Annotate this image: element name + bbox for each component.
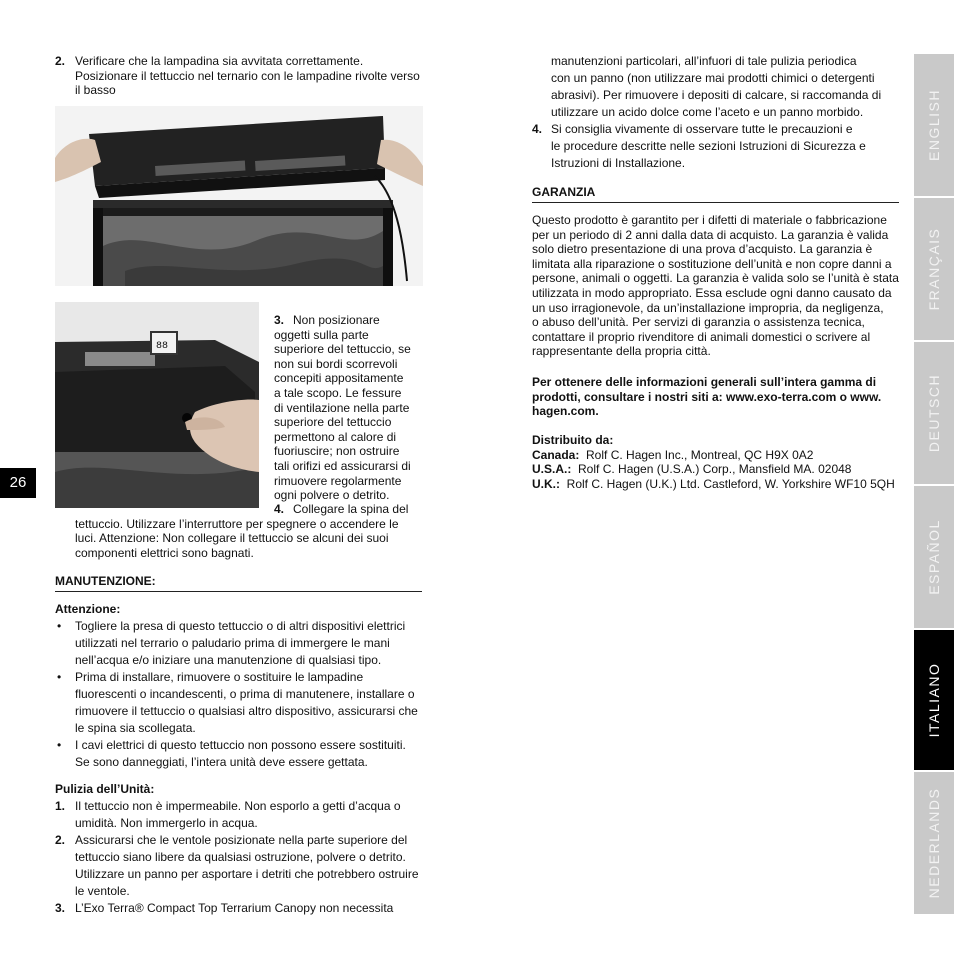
step-number: 4. (532, 122, 543, 136)
distributor-address: Rolf C. Hagen (U.S.A.) Corp., Mansfield MA. 02048 (578, 462, 852, 477)
list-item: Il tettuccio non è impermeabile. Non esporlo a getti d’acqua o (75, 799, 401, 813)
bullet: • (57, 619, 62, 633)
step-text: fuoriuscire; non ostruire (274, 444, 400, 459)
distributor-usa (532, 462, 851, 477)
list-item: le ventole. (75, 884, 130, 898)
list-item: Si consiglia vivamente di osservare tutte le precauzioni e (551, 122, 853, 136)
paragraph-line: contattare il proprio rivenditore di animali domestici o scrivere al (532, 329, 871, 344)
bullet: • (57, 670, 62, 684)
list-item: le spina sia scollegata. (75, 721, 196, 735)
step-text: Collegare la spina del (293, 502, 409, 516)
list-item: umidità. Non immergerlo in acqua. (75, 816, 258, 830)
maintenance-heading: MANUTENZIONE: (55, 574, 156, 588)
warranty-heading: GARANZIA (532, 185, 596, 199)
distributor-address: Rolf C. Hagen Inc., Montreal, QC H9X 0A2 (586, 447, 814, 462)
list-item: utilizzati nel terrario o paludario prima di immergere le mani (75, 636, 390, 650)
canopy-switch-photo (55, 302, 259, 508)
tab-espanol[interactable] (914, 486, 954, 628)
step-text: Non posizionare (293, 313, 380, 327)
paragraph-line: per un periodo di 2 anni dalla data di acquisto. La garanzia è valida (532, 227, 889, 242)
step-text: oggetti sulla parte (274, 327, 369, 342)
list-item: nell’acqua e/o iniziare una manutenzione di qualsiasi tipo. (75, 653, 382, 667)
paragraph-line: limitata alla riparazione o sostituzione dell’unità e non copre danni a (532, 256, 892, 271)
list-item: manutenzioni particolari, all’infuori di tale pulizia periodica (551, 54, 857, 68)
distributor-label: Canada: (532, 447, 580, 462)
paragraph-line: solo dietro presentazione di una prova d’acquisto. La garanzia è (532, 242, 873, 257)
list-item: Prima di installare, rimuovere o sostituire le lampadine (75, 670, 364, 684)
paragraph-line: prodotti, consultare i nostri siti a: www.exo-terra.com o www. (532, 389, 882, 404)
tab-italiano[interactable] (914, 630, 954, 770)
section-divider (55, 591, 422, 592)
paragraph-line: Questo prodotto è garantito per i difetti di materiale o fabbricazione (532, 213, 887, 227)
tab-label: DEUTSCH (926, 373, 942, 453)
step-number: 2. (55, 833, 66, 847)
canopy-install-photo (55, 106, 423, 286)
step-text: superiore del tettuccio, se (274, 342, 411, 357)
distributor-label: U.S.A.: (532, 462, 572, 477)
step-text: il basso (75, 83, 116, 98)
step-text: di ventilazione nella parte (274, 400, 410, 415)
distributor-canada (532, 448, 813, 463)
paragraph-line: un uso irragionevole, da un’installazione impropria, da negligenza, (532, 300, 884, 315)
step-number: 3. (55, 901, 66, 915)
step-number: 2. (55, 54, 66, 68)
page-number: 26 (0, 468, 36, 498)
tab-english[interactable] (914, 54, 954, 196)
step-text: tettuccio. Utilizzare l’interruttore per spegnere o accendere le (75, 516, 399, 531)
list-item: utilizzare un acido dolce come l’aceto e un panno morbido. (551, 105, 864, 119)
list-item: Utilizzare un panno per asportare i detriti che potrebbero ostruire (75, 867, 419, 881)
cleaning-heading: Pulizia dell’Unità: (55, 782, 155, 796)
step-number: 4. (274, 502, 285, 516)
list-item: rimuovere il tettuccio o qualsiasi altro dispositivo, assicurarsi che (75, 704, 418, 718)
paragraph-line: rappresentante della propria città. (532, 344, 711, 359)
paragraph-line: persone, animali o oggetti. La garanzia è valida solo se l’unità è stata (532, 271, 899, 286)
list-item: L’Exo Terra® Compact Top Terrarium Canopy non necessita (75, 901, 394, 915)
list-item: con un panno (non utilizzare mai prodotti chimici o detergenti (551, 71, 875, 85)
list-item: Istruzioni di Installazione. (551, 156, 686, 170)
step-text: a tale scopo. Le fessure (274, 386, 402, 400)
list-item: Se sono danneggiati, l’intera unità deve essere gettata. (75, 755, 368, 769)
list-item: le procedure descritte nelle sezioni Istruzioni di Sicurezza e (551, 139, 866, 153)
paragraph-line: Per ottenere delle informazioni generali sull’intera gamma di (532, 375, 877, 389)
list-item: abrasivi). Per rimuovere i depositi di calcare, si raccomanda di (551, 88, 882, 102)
attention-heading: Attenzione: (55, 602, 121, 616)
tab-label: ESPAÑOL (926, 519, 942, 595)
section-divider (532, 202, 899, 203)
list-item: Togliere la presa di questo tettuccio o di altri dispositivi elettrici (75, 619, 406, 633)
step-number: 3. (274, 313, 285, 327)
paragraph-line: o abuso dell’unità. Per servizi di garanzia o assistenza tecnica, (532, 315, 865, 330)
distributor-uk (532, 477, 895, 492)
tab-label: FRANÇAIS (926, 227, 942, 311)
step-text: permettono al calore di (274, 429, 397, 444)
distributor-label: U.K.: (532, 476, 560, 491)
list-item: tettuccio siano libere da qualsiasi ostruzione, polvere o detrito. (75, 850, 406, 864)
step-text: Posizionare il tettuccio nel ternario con le lampadine rivolte verso (75, 68, 420, 83)
step-text: Verificare che la lampadina sia avvitata correttamente. (75, 54, 364, 68)
list-item: fluorescenti o incandescenti, o prima di manutenere, installare o (75, 687, 415, 701)
step-text: concepiti appositamente (274, 371, 404, 386)
step-text: luci. Attenzione: Non collegare il tettuccio se alcuni dei suoi (75, 531, 389, 546)
paragraph-line: utilizzata in modo appropriato. Essa esclude ogni danno causato da (532, 286, 892, 300)
distributor-address: Rolf C. Hagen (U.K.) Ltd. Castleford, W. Yorkshire WF10 5QH (566, 476, 895, 491)
list-item: Assicurarsi che le ventole posizionate nella parte superiore del (75, 833, 408, 847)
svg-text:88: 88 (156, 341, 169, 352)
list-item: I cavi elettrici di questo tettuccio non possono essere sostituiti. (75, 738, 406, 752)
step-text: superiore del tettuccio (274, 415, 392, 430)
tab-francais[interactable] (914, 198, 954, 340)
bullet: • (57, 738, 62, 752)
step-text: non sui bordi scorrevoli (274, 356, 398, 371)
tab-label: ITALIANO (926, 662, 942, 738)
distributed-heading: Distribuito da: (532, 433, 614, 447)
tab-label: ENGLISH (926, 89, 942, 161)
tab-deutsch[interactable] (914, 342, 954, 484)
step-number: 1. (55, 799, 66, 813)
tab-label: NEDERLANDS (926, 787, 942, 899)
step-text: rimuovere regolarmente (274, 473, 402, 488)
step-text: componenti elettrici sono bagnati. (75, 545, 254, 560)
step-text: tali orifizi ed assicurarsi di (274, 459, 411, 473)
tab-nederlands[interactable] (914, 772, 954, 914)
paragraph-line: hagen.com. (532, 404, 599, 419)
step-text: ogni polvere o detrito. (274, 488, 390, 503)
